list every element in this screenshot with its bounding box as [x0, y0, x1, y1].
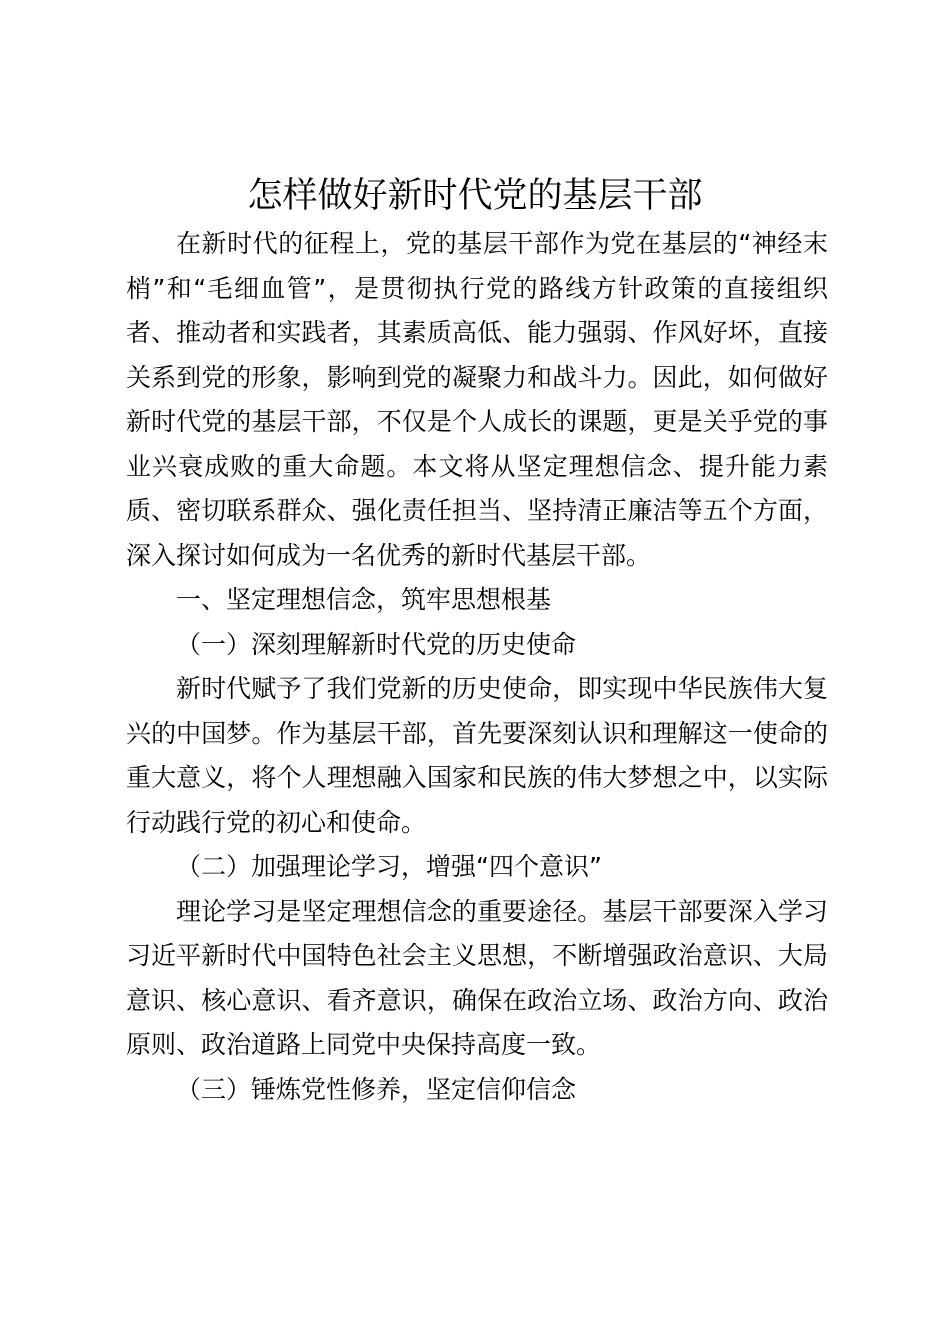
subsection-heading-1-3: （三）锤炼党性修养，坚定信仰信念	[176, 1074, 577, 1104]
body-paragraph-1-1: 新时代赋予了我们党新的历史使命，即实现中华民族伟大复兴的中国梦。作为基层干部，首先要深刻认识和理解这一使命的重大意义，将个人理想融入国家和民族的伟大梦想之中，以实际行动践行党的初心和使命。	[126, 674, 828, 837]
subsection-heading-1-2: （二）加强理论学习，增强“四个意识”	[176, 852, 602, 881]
intro-paragraph: 在新时代的征程上，党的基层干部作为党在基层的“神经末梢”和“毛细血管”，是贯彻执行党的路线方针政策的直接组织者、推动者和实践者，其素质高低、能力强弱、作风好坏，直接关系到党的形象，影响到党的凝聚力和战斗力。因此，如何做好新时代党的基层干部，不仅是个人成长的课题，更是关乎党的事业兴衰成败的重大命题。本文将从坚定理想信念、提升能力素质、密切联系群众、强化责任担当、坚持清正廉洁等五个方面，深入探讨如何成为一名优秀的新时代基层干部。	[126, 229, 828, 570]
document-body	[126, 222, 828, 1112]
document-title: 怎样做好新时代党的基层干部	[247, 176, 703, 216]
body-paragraph-1-2: 理论学习是坚定理想信念的重要途径。基层干部要深入学习习近平新时代中国特色社会主义思想，不断增强政治意识、大局意识、核心意识、看齐意识，确保在政治立场、政治方向、政治原则、政治道路上同党中央保持高度一致。	[126, 896, 828, 1059]
subsection-heading-1-1: （一）深刻理解新时代党的历史使命	[176, 629, 577, 659]
section-heading-1: 一、坚定理想信念，筑牢思想根基	[176, 585, 552, 614]
